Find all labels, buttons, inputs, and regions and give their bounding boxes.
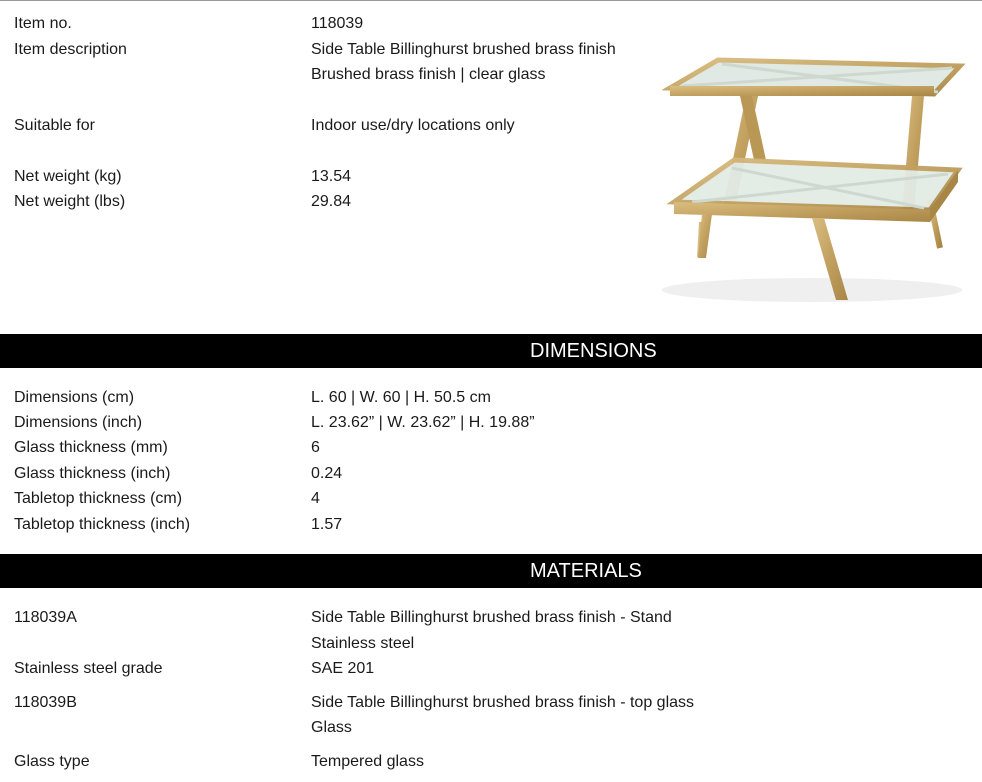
part-b-material: Glass — [311, 719, 352, 736]
material-part-a-row — [0, 605, 982, 630]
steel-grade-value: SAE 201 — [311, 660, 375, 677]
dimension-row — [0, 385, 982, 410]
dimension-row — [0, 461, 982, 486]
suitable-value: Indoor use/dry locations only — [311, 117, 515, 134]
dimension-value: 0.24 — [311, 465, 343, 482]
part-a-material: Stainless steel — [311, 635, 415, 652]
dimension-label: Glass thickness (mm) — [14, 439, 168, 456]
weight-lbs-value: 29.84 — [311, 193, 352, 210]
item-no-label: Item no. — [14, 15, 72, 32]
dimension-row — [0, 410, 982, 435]
dimension-value: L. 60 | W. 60 | H. 50.5 cm — [311, 389, 491, 406]
dimension-row — [0, 486, 982, 511]
dimension-row — [0, 435, 982, 460]
weight-kg-value: 13.54 — [311, 168, 352, 185]
suitable-label: Suitable for — [14, 117, 95, 134]
side-table-product-image — [662, 52, 968, 314]
dimension-value: 6 — [311, 439, 320, 456]
dimension-label: Dimensions (cm) — [14, 389, 135, 406]
dimensions-title: DIMENSIONS — [530, 340, 657, 362]
glass-type-value: Tempered glass — [311, 753, 424, 770]
dimension-label: Tabletop thickness (inch) — [14, 516, 191, 533]
description-value-2: Brushed brass finish | clear glass — [311, 66, 546, 83]
item-no-row — [0, 11, 982, 36]
steel-grade-row — [0, 656, 982, 681]
dimensions-header — [0, 334, 982, 368]
item-no-value: 118039 — [311, 15, 364, 32]
description-label: Item description — [14, 41, 127, 58]
glass-type-label: Glass type — [14, 753, 90, 770]
glass-type-row — [0, 749, 982, 774]
materials-header — [0, 554, 982, 588]
description-value: Side Table Billinghurst brushed brass finish — [311, 41, 616, 58]
dimension-value: L. 23.62” | W. 23.62” | H. 19.88” — [311, 414, 535, 431]
materials-title: MATERIALS — [530, 560, 642, 582]
part-a-label: 118039A — [14, 609, 77, 626]
material-part-b-row — [0, 690, 982, 715]
weight-lbs-label: Net weight (lbs) — [14, 193, 126, 210]
dimension-label: Tabletop thickness (cm) — [14, 490, 183, 507]
part-b-description: Side Table Billinghurst brushed brass finish - top glass — [311, 694, 695, 711]
dimension-label: Dimensions (inch) — [14, 414, 143, 431]
dimension-value: 4 — [311, 490, 320, 507]
dimension-row — [0, 512, 982, 537]
dimension-label: Glass thickness (inch) — [14, 465, 171, 482]
material-part-a-material-row — [0, 631, 982, 656]
weight-kg-label: Net weight (kg) — [14, 168, 122, 185]
part-b-label: 118039B — [14, 694, 77, 711]
material-part-b-material-row — [0, 715, 982, 740]
part-a-description: Side Table Billinghurst brushed brass finish - Stand — [311, 609, 672, 626]
steel-grade-label: Stainless steel grade — [14, 660, 163, 677]
top-divider — [0, 0, 982, 1]
dimension-value: 1.57 — [311, 516, 343, 533]
